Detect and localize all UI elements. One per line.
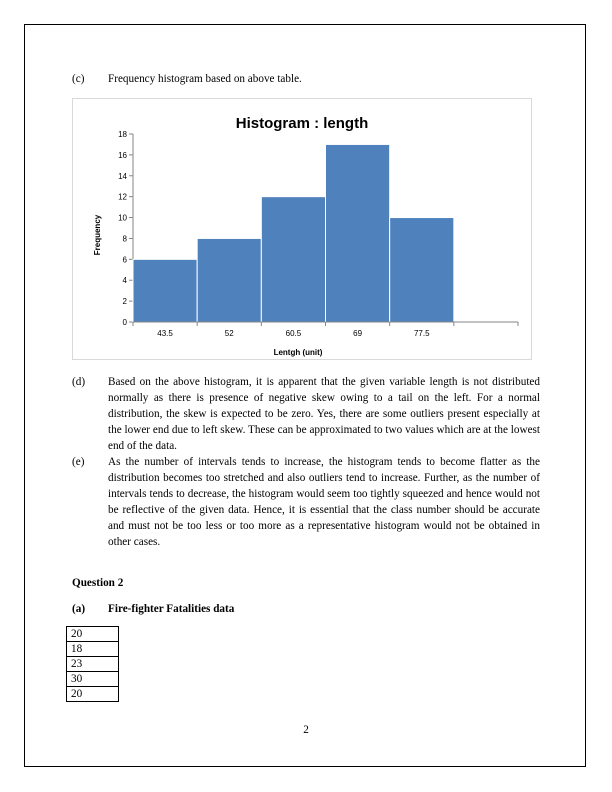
section-e-text: As the number of intervals tends to increase, the histogram tends to become flatter as the distribution becomes too stretched and also outliers tend to increase. Further, as the number of intervals tends to decrease, the histogram would seem too tightly squeezed and hence would not be reflective of the given data. Hence, it is essential that the class number should be accurate and must not be too less or too more as a representative histogram would not be obtained in other cases.	[108, 456, 540, 548]
section-c-label: (c)	[72, 73, 85, 85]
bars	[133, 144, 454, 322]
histogram-svg	[73, 99, 531, 359]
x-tick-label: 60.5	[285, 329, 302, 338]
table-row	[67, 672, 119, 687]
table-cell: 18	[67, 642, 119, 657]
table-cell: 23	[67, 657, 119, 672]
y-tick-label: 10	[118, 213, 127, 223]
histogram-bar	[390, 218, 454, 322]
table-row	[67, 627, 119, 642]
histogram-bar	[133, 259, 197, 322]
y-axis	[118, 130, 133, 327]
y-axis-label: Frequency	[93, 214, 102, 256]
y-tick-label: 18	[118, 130, 127, 139]
table-row	[67, 642, 119, 657]
y-tick-label: 14	[118, 171, 127, 181]
question-2-part-title: Fire-fighter Fatalities data	[108, 603, 235, 615]
section-d-label: (d)	[72, 376, 86, 388]
y-tick-label: 12	[118, 192, 127, 202]
y-tick-label: 0	[122, 318, 127, 327]
x-tick-label: 52	[224, 329, 234, 338]
section-e-label: (e)	[72, 456, 85, 468]
table-row	[67, 687, 119, 702]
x-axis	[133, 322, 518, 338]
x-tick-label: 43.5	[157, 329, 173, 338]
histogram-chart	[72, 98, 532, 360]
y-tick-label: 2	[122, 297, 127, 307]
fatalities-table	[66, 626, 119, 702]
y-tick-label: 16	[118, 150, 127, 160]
y-tick-label: 8	[122, 234, 127, 244]
table-cell: 20	[67, 687, 119, 702]
question-2-heading: Question 2	[72, 577, 124, 589]
x-tick-label: 69	[353, 329, 363, 338]
table-row	[67, 657, 119, 672]
section-c-text: Frequency histogram based on above table.	[108, 73, 302, 85]
section-d-text: Based on the above histogram, it is apparent that the given variable length is not distributed normally as there is presence of negative skew owing to a tail on the left. For a normal distribution, the skew is expected to be zero. Yes, there are some outliers present especially at the lower end due to left skew. These can be approximated to two values which are at the lowest end of the data.	[108, 376, 540, 452]
histogram-bar	[261, 197, 325, 322]
table-cell: 30	[67, 672, 119, 687]
question-2-part-label: (a)	[72, 603, 86, 615]
page-number: 2	[303, 724, 309, 736]
x-tick-label: 77.5	[413, 329, 430, 338]
table-cell: 20	[67, 627, 119, 642]
y-tick-label: 4	[122, 276, 127, 286]
histogram-bar	[326, 144, 390, 322]
y-tick-label: 6	[122, 255, 127, 265]
chart-title: Histogram : length	[235, 115, 369, 132]
histogram-bar	[197, 238, 261, 322]
x-axis-label: Lentgh (unit)	[273, 348, 323, 357]
